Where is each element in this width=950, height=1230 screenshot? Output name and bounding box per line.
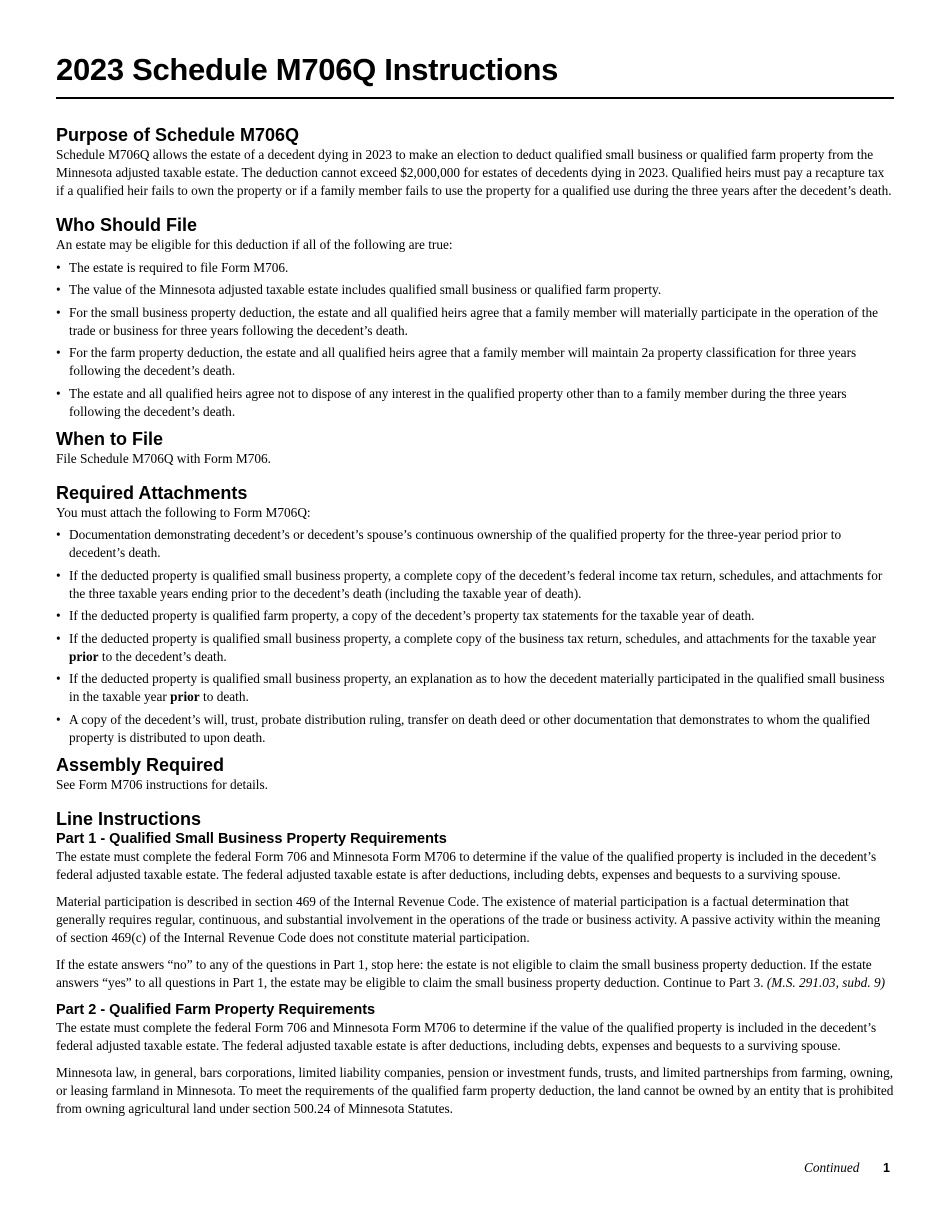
part1-heading: Part 1 - Qualified Small Business Property Requirements bbox=[56, 830, 447, 847]
required-attachments-heading: Required Attachments bbox=[56, 482, 248, 503]
list-item: • If the deducted property is qualified farm property, a copy of the decedent’s property tax statements for the taxable year of death. bbox=[56, 607, 894, 625]
purpose-section bbox=[56, 124, 894, 200]
list-item: • Documentation demonstrating decedent’s or decedent’s spouse’s continuous ownership of the qualified property for the three-year period prior to decedent’s death. bbox=[56, 526, 894, 562]
eligibility-list bbox=[56, 259, 894, 421]
list-item-text: If the deducted property is qualified small business property, an explanation as to how the decedent materially participated in the qualified small business in the taxable year bbox=[69, 671, 885, 704]
list-item-text: If the deducted property is qualified small business property, a complete copy of the business tax return, schedules, and attachments for the taxable year bbox=[69, 630, 877, 646]
list-item bbox=[56, 670, 894, 706]
part2-block bbox=[56, 1001, 894, 1118]
title-divider bbox=[56, 97, 894, 99]
purpose-text: Schedule M706Q allows the estate of a decedent dying in 2023 to make an election to deduct qualified small business or qualified farm property from the Minnesota adjusted taxable estate. The deduction cannot exceed $2,000,000 for estates of decedents dying in 2023. Qualified heirs must pay a recapture tax if a qualified heir fails to own the property or if a family member fails to use the property for a qualified use during the three years after the decedent’s death. bbox=[56, 147, 892, 198]
part1-paragraph-2: Material participation is described in section 469 of the Internal Revenue Code. The existence of material participation is a factual determination that generally requires regular, continuous, and substantial involvement in the operations of the trade or business activity. A passive activity within the meaning of section 469(c) of the Internal Revenue Code does not constitute material participation. bbox=[56, 893, 881, 945]
list-item: • For the small business property deduction, the estate and all qualified heirs agree that a family member will materially participate in the operation of the trade or business for three years following the decedent’s death. bbox=[56, 304, 894, 340]
assembly-text: See Form M706 instructions for details. bbox=[56, 776, 268, 792]
purpose-heading: Purpose of Schedule M706Q bbox=[56, 125, 300, 145]
who-should-file-heading: Who Should File bbox=[56, 215, 197, 235]
part1-paragraph-3 bbox=[56, 956, 894, 992]
page-title: 2023 Schedule M706Q Instructions bbox=[56, 52, 559, 87]
attachments-list bbox=[56, 526, 894, 747]
when-to-file-text: File Schedule M706Q with Form M706. bbox=[56, 450, 271, 466]
list-item: • The estate and all qualified heirs agree not to dispose of any interest in the qualified property other than to a family member during the three years following the decedent’s death. bbox=[56, 385, 894, 421]
part2-heading: Part 2 - Qualified Farm Property Requirements bbox=[56, 1001, 376, 1018]
page-number: 1 bbox=[883, 1161, 890, 1175]
list-item bbox=[56, 630, 894, 666]
list-item: • The estate is required to file Form M706. bbox=[56, 259, 894, 277]
emphasis-prior: prior bbox=[170, 689, 200, 704]
part2-paragraph-1: The estate must complete the federal Form 706 and Minnesota Form M706 to determine if the value of the qualified property is included in the decedent’s federal adjusted taxable estate. The federal adjusted taxable estate is after deductions, including debts, expenses and bequests to a surviving spouse. bbox=[56, 1019, 877, 1053]
list-item: • The value of the Minnesota adjusted taxable estate includes qualified small business or qualified farm property. bbox=[56, 281, 894, 299]
who-should-file-section bbox=[56, 214, 894, 421]
who-should-file-intro: An estate may be eligible for this deduction if all of the following are true: bbox=[56, 237, 453, 252]
list-item: • A copy of the decedent’s will, trust, probate distribution ruling, transfer on death deed or other documentation that demonstrates to whom the qualified property is distributed to upon death. bbox=[56, 711, 894, 747]
line-instructions-section bbox=[56, 808, 894, 1118]
document-body bbox=[56, 124, 894, 1118]
emphasis-prior: prior bbox=[69, 648, 99, 664]
line-instructions-heading: Line Instructions bbox=[56, 808, 202, 829]
part2-paragraph-2: Minnesota law, in general, bars corporations, limited liability companies, pension or investment funds, trusts, and limited partnerships from farming, owning, or leasing farmland in Minnesota. To meet the requirements of the qualified farm property deduction, the land cannot be owned by an entity that is prohibited from owning agricultural land under section 500.24 of Minnesota Statutes. bbox=[56, 1064, 894, 1116]
continued-label: Continued bbox=[804, 1160, 860, 1175]
statute-citation: (M.S. 291.03, subd. 9) bbox=[766, 974, 886, 990]
when-to-file-heading: When to File bbox=[56, 428, 163, 449]
required-attachments-intro: You must attach the following to Form M706Q: bbox=[56, 504, 311, 520]
part1-block bbox=[56, 830, 894, 992]
assembly-heading: Assembly Required bbox=[56, 754, 225, 775]
list-item-text: to the decedent’s death. bbox=[98, 648, 227, 664]
when-to-file-section bbox=[56, 428, 894, 468]
part1-paragraph-1: The estate must complete the federal Form 706 and Minnesota Form M706 to determine if the value of the qualified property is included in the decedent’s federal adjusted taxable estate. The federal adjusted taxable estate is after deductions, including debts, expenses and bequests to a surviving spouse. bbox=[56, 848, 877, 882]
assembly-section bbox=[56, 754, 894, 794]
list-item: • If the deducted property is qualified small business property, a complete copy of the decedent’s federal income tax return, schedules, and attachments for the three taxable years ending prior to the decedent’s death (including the taxable year of death). bbox=[56, 567, 894, 603]
list-item: • For the farm property deduction, the estate and all qualified heirs agree that a family member will maintain 2a property classification for three years following the decedent’s death. bbox=[56, 344, 894, 380]
required-attachments-section bbox=[56, 482, 894, 747]
part1-paragraph-3-text: If the estate answers “no” to any of the questions in Part 1, stop here: the estate is not eligible to claim the small business property deduction. If the estate answers “yes” to all questions in Part 1, the estate may be eligible to claim the small business property deduction. Continue to Part 3. bbox=[56, 956, 872, 990]
list-item-text: to death. bbox=[199, 689, 249, 704]
